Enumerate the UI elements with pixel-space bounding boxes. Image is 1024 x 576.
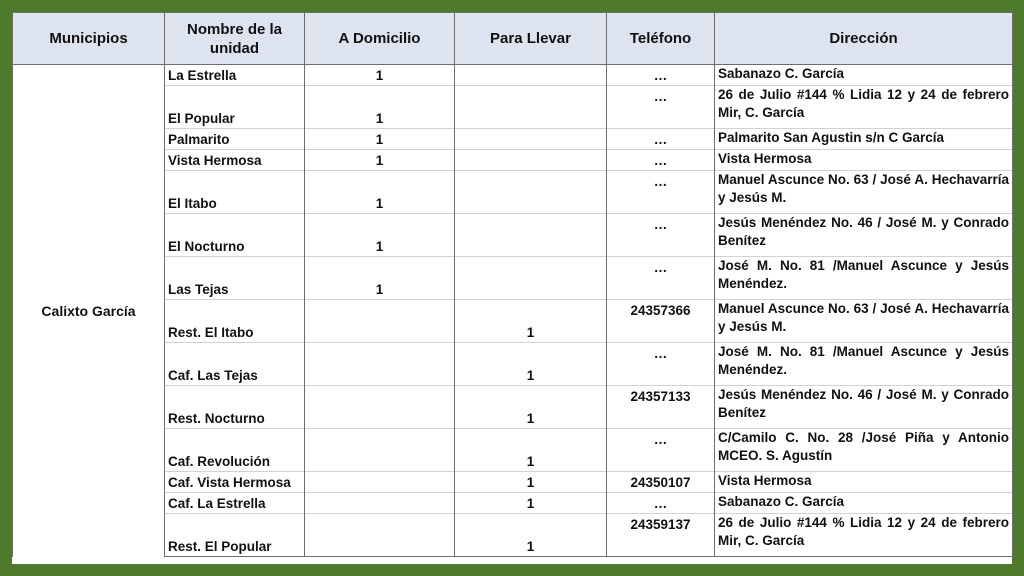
unit-name-cell: Rest. Nocturno xyxy=(165,386,305,429)
direccion-cell: Vista Hermosa xyxy=(715,472,1013,493)
telefono-cell: … xyxy=(607,343,715,386)
domicilio-cell: 1 xyxy=(305,171,455,214)
telefono-cell: 24359137 xyxy=(607,514,715,557)
direccion-cell: Sabanazo C. García xyxy=(715,493,1013,514)
table-row xyxy=(13,65,1013,86)
llevar-cell: 1 xyxy=(455,343,607,386)
telefono-cell: … xyxy=(607,257,715,300)
domicilio-cell: 1 xyxy=(305,257,455,300)
domicilio-cell xyxy=(305,472,455,493)
municipio-cell: Calixto García xyxy=(13,65,165,557)
unit-name-cell: Caf. La Estrella xyxy=(165,493,305,514)
telefono-cell: … xyxy=(607,493,715,514)
domicilio-cell: 1 xyxy=(305,86,455,129)
domicilio-cell xyxy=(305,493,455,514)
direccion-cell: Vista Hermosa xyxy=(715,150,1013,171)
domicilio-cell: 1 xyxy=(305,150,455,171)
direccion-cell: Sabanazo C. García xyxy=(715,65,1013,86)
domicilio-cell xyxy=(305,343,455,386)
direccion-cell: Jesús Menéndez No. 46 / José M. y Conrado Benítez xyxy=(715,386,1013,429)
llevar-cell xyxy=(455,150,607,171)
direccion-cell: José M. No. 81 /Manuel Ascunce y Jesús Menéndez. xyxy=(715,343,1013,386)
telefono-cell: … xyxy=(607,214,715,257)
llevar-cell: 1 xyxy=(455,429,607,472)
llevar-cell: 1 xyxy=(455,300,607,343)
direccion-cell: Manuel Ascunce No. 63 / José A. Hechavarría y Jesús M. xyxy=(715,171,1013,214)
llevar-cell xyxy=(455,65,607,86)
telefono-cell: … xyxy=(607,65,715,86)
llevar-cell xyxy=(455,257,607,300)
header-llevar: Para Llevar xyxy=(455,13,607,65)
domicilio-cell: 1 xyxy=(305,65,455,86)
unit-name-cell: Caf. Las Tejas xyxy=(165,343,305,386)
unit-name-cell: El Itabo xyxy=(165,171,305,214)
header-direccion: Dirección xyxy=(715,13,1013,65)
telefono-cell: … xyxy=(607,86,715,129)
header-domicilio: A Domicilio xyxy=(305,13,455,65)
llevar-cell xyxy=(455,129,607,150)
header-nombre: Nombre de la unidad xyxy=(165,13,305,65)
llevar-cell: 1 xyxy=(455,472,607,493)
llevar-cell xyxy=(455,171,607,214)
unit-name-cell: El Nocturno xyxy=(165,214,305,257)
llevar-cell xyxy=(455,86,607,129)
llevar-cell xyxy=(455,214,607,257)
direccion-cell: Jesús Menéndez No. 46 / José M. y Conrado Benítez xyxy=(715,214,1013,257)
unit-name-cell: Palmarito xyxy=(165,129,305,150)
telefono-cell: 24357366 xyxy=(607,300,715,343)
domicilio-cell xyxy=(305,429,455,472)
unit-name-cell: Caf. Revolución xyxy=(165,429,305,472)
unit-name-cell: Vista Hermosa xyxy=(165,150,305,171)
unit-name-cell: Rest. El Itabo xyxy=(165,300,305,343)
direccion-cell: 26 de Julio #144 % Lidia 12 y 24 de febrero Mir, C. García xyxy=(715,86,1013,129)
unit-name-cell: El Popular xyxy=(165,86,305,129)
telefono-cell: 24350107 xyxy=(607,472,715,493)
llevar-cell: 1 xyxy=(455,493,607,514)
telefono-cell: 24357133 xyxy=(607,386,715,429)
direccion-cell: Palmarito San Agustin s/n C García xyxy=(715,129,1013,150)
unit-name-cell: La Estrella xyxy=(165,65,305,86)
domicilio-cell: 1 xyxy=(305,129,455,150)
domicilio-cell xyxy=(305,300,455,343)
direccion-cell: José M. No. 81 /Manuel Ascunce y Jesús Menéndez. xyxy=(715,257,1013,300)
telefono-cell: … xyxy=(607,129,715,150)
domicilio-cell: 1 xyxy=(305,214,455,257)
header-telefono: Teléfono xyxy=(607,13,715,65)
llevar-cell: 1 xyxy=(455,386,607,429)
direccion-cell: C/Camilo C. No. 28 /José Piña y Antonio MCEO. S. Agustín xyxy=(715,429,1013,472)
slide xyxy=(12,12,1012,564)
telefono-cell: … xyxy=(607,429,715,472)
llevar-cell: 1 xyxy=(455,514,607,557)
telefono-cell: … xyxy=(607,171,715,214)
header-municipios: Municipios xyxy=(13,13,165,65)
domicilio-cell xyxy=(305,386,455,429)
header-row xyxy=(13,13,1013,65)
direccion-cell: 26 de Julio #144 % Lidia 12 y 24 de febrero Mir, C. García xyxy=(715,514,1013,557)
unit-name-cell: Caf. Vista Hermosa xyxy=(165,472,305,493)
units-table xyxy=(12,12,1013,557)
domicilio-cell xyxy=(305,514,455,557)
telefono-cell: … xyxy=(607,150,715,171)
unit-name-cell: Las Tejas xyxy=(165,257,305,300)
direccion-cell: Manuel Ascunce No. 63 / José A. Hechavarría y Jesús M. xyxy=(715,300,1013,343)
unit-name-cell: Rest. El Popular xyxy=(165,514,305,557)
